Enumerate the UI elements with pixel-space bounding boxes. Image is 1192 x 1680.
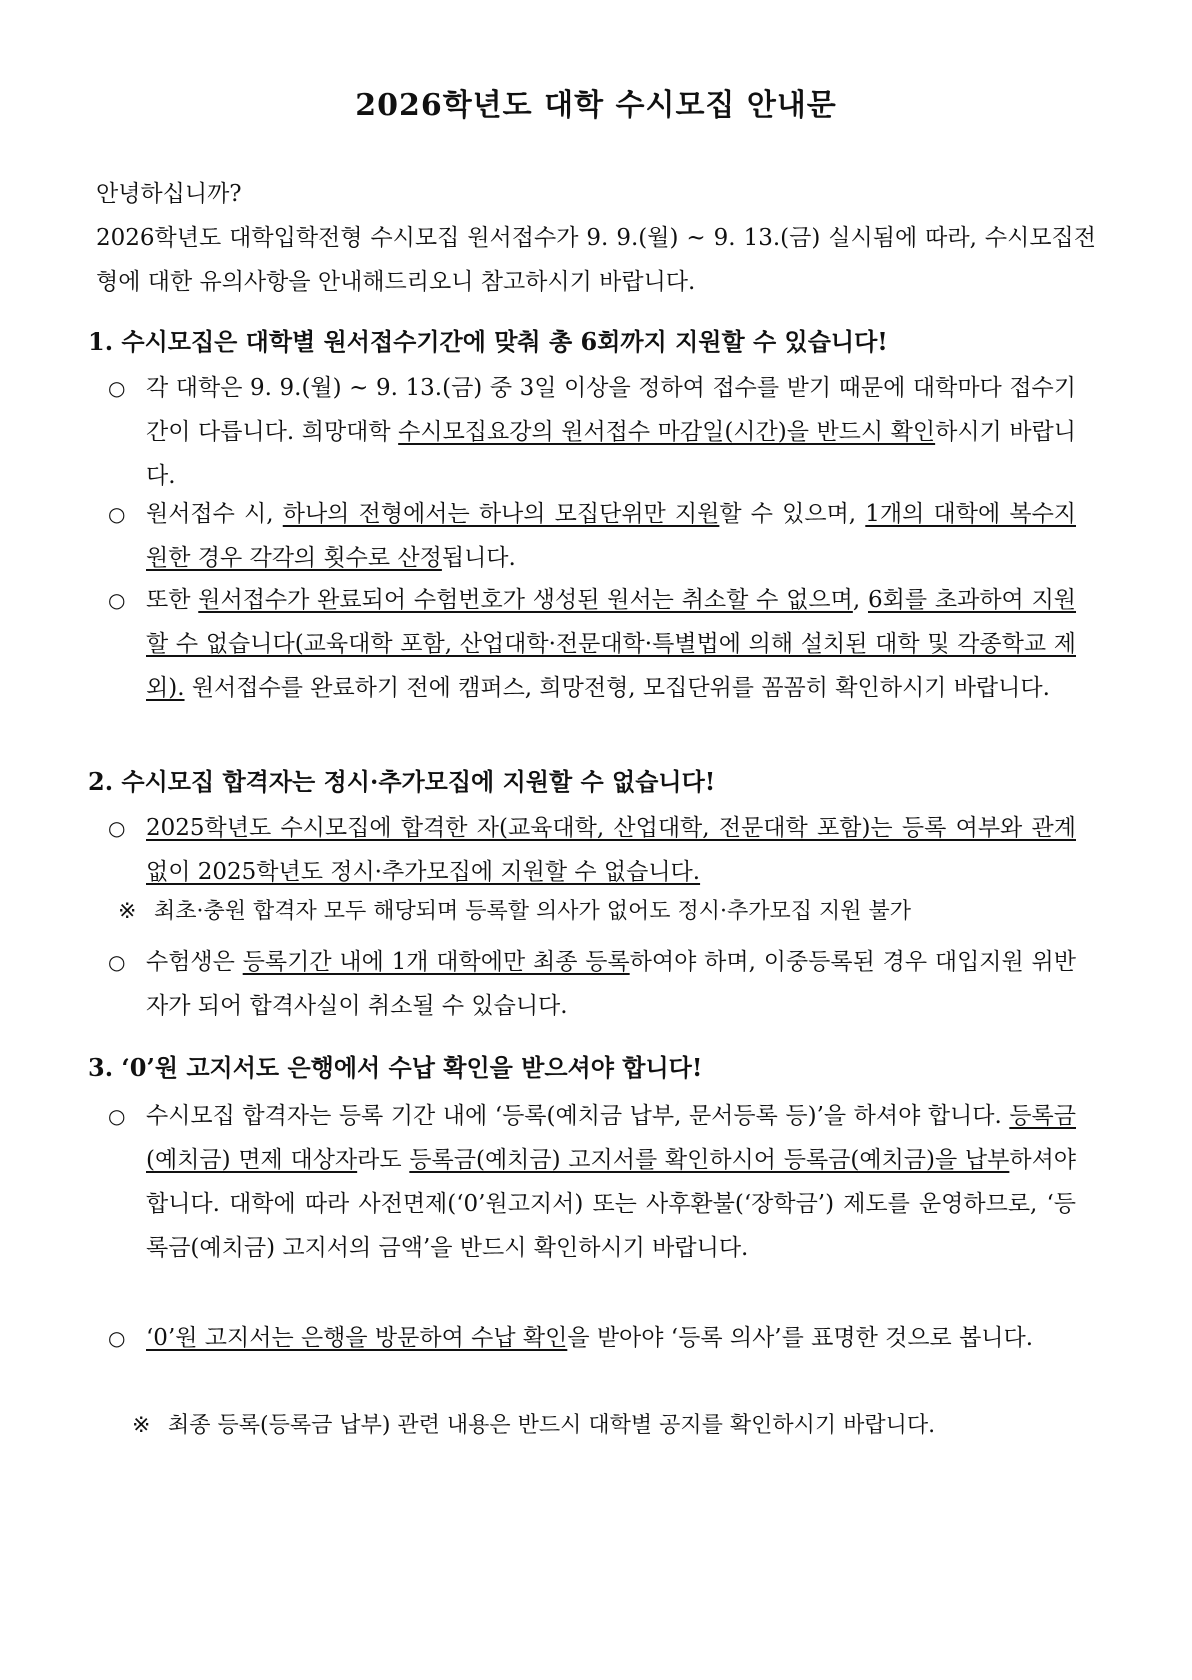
bullet-text: 수시모집 합격자는 등록 기간 내에 ‘등록(예치금 납부, 문서등록 등)’을 하셔야 합니다. 등록금(예치금) 면제 대상자라도 등록금(예치금) 고지서를 확인하시어 등록금(예치금)을 납부하셔야 합니다. 대학에 따라 사전면제(‘0’원고지서) 또는 사후환불(‘장학금’) 제도를 운영하므로, ‘등록금(예치금) 고지서의 금액’을 반드시 확인하시기 바랍니다. [146,1103,1077,1261]
underlined-emphasis: 1개의 대학에 복수지원한 경우 각각의 횟수로 산정 [146,501,1076,571]
bullet-marker: ○ [108,502,126,526]
section-1-heading: 1. 수시모집은 대학별 원서접수기간에 맞춰 총 6회까지 지원할 수 있습니다! [88,327,888,356]
underlined-emphasis: 6회를 초과하여 지원할 수 없습니다(교육대학 포함, 산업대학·전문대학·특별법에 의해 설치된 대학 및 각종학교 제외). [146,587,1077,701]
section-1-bullet-2 [108,492,1076,580]
bullet-marker: ○ [108,376,126,400]
note-marker: ※ [132,1413,151,1438]
bullet-marker: ○ [108,588,126,612]
underlined-emphasis: 수시모집요강의 원서접수 마감일(시간)을 반드시 확인 [398,419,936,445]
bullet-marker: ○ [108,1104,126,1128]
bullet-text: 수험생은 등록기간 내에 1개 대학에만 최종 등록하여야 하며, 이중등록된 경우 대입지원 위반자가 되어 합격사실이 취소될 수 있습니다. [146,949,1076,1019]
underlined-emphasis: 등록금(예치금) 면제 대상자 [146,1103,1076,1173]
section-3-heading: 3. ‘0’원 고지서도 은행에서 수납 확인을 받으셔야 합니다! [88,1053,703,1082]
section-2-note [118,890,1078,934]
section-3-bullet-2 [108,1316,1076,1360]
section-1-bullet-3 [108,578,1076,710]
note-text: 최종 등록(등록금 납부) 관련 내용은 반드시 대학별 공지를 확인하시기 바랍니다. [168,1413,936,1438]
bullet-text: ‘0’원 고지서는 은행을 방문하여 수납 확인을 받아야 ‘등록 의사’를 표명한 것으로 봅니다. [146,1325,1034,1351]
section-1-bullet-1 [108,366,1076,498]
underlined-emphasis: 등록기간 내에 1개 대학에만 최종 등록 [242,949,630,975]
section-2-bullet-2 [108,940,1076,1028]
intro-greeting: 안녕하십니까? [96,181,242,207]
intro-paragraph: 2026학년도 대학입학전형 수시모집 원서접수가 9. 9.(월) ~ 9. 13.(금) 실시됨에 따라, 수시모집전형에 대한 유의사항을 안내해드리오니 참고하시기 바랍니다. [96,225,1096,295]
bullet-marker: ○ [108,816,126,840]
section-3-bullet-1 [108,1094,1076,1270]
underlined-emphasis: 등록금(예치금) 고지서를 확인하시어 등록금(예치금)을 납부 [409,1147,1010,1173]
bullet-marker: ○ [108,950,126,974]
section-2-heading: 2. 수시모집 합격자는 정시·추가모집에 지원할 수 없습니다! [88,767,716,796]
note-marker: ※ [118,899,137,924]
underlined-emphasis: 2025학년도 수시모집에 합격한 자(교육대학, 산업대학, 전문대학 포함)는 등록 여부와 관계없이 2025학년도 정시·추가모집에 지원할 수 없습니다. [146,815,1076,885]
section-2-bullet-1 [108,806,1076,894]
document-title: 2026학년도 대학 수시모집 안내문 [355,88,837,123]
section-3-note [132,1404,1076,1448]
bullet-text [146,806,1076,894]
note-text: 최초·충원 합격자 모두 해당되며 등록할 의사가 없어도 정시·추가모집 지원 불가 [154,899,911,924]
bullet-text: 각 대학은 9. 9.(월) ~ 9. 13.(금) 중 3일 이상을 정하여 접수를 받기 때문에 대학마다 접수기간이 다릅니다. 희망대학 수시모집요강의 원서접수 마감일(시간)을 반드시 확인하시기 바랍니다. [146,375,1076,489]
underlined-emphasis: ‘0’원 고지서는 은행을 방문하여 수납 확인 [146,1325,568,1351]
bullet-text: 원서접수 시, 하나의 전형에서는 하나의 모집단위만 지원할 수 있으며, 1개의 대학에 복수지원한 경우 각각의 횟수로 산정됩니다. [146,501,1076,571]
underlined-emphasis: 하나의 전형에서는 하나의 모집단위만 지원 [282,501,720,527]
bullet-marker: ○ [108,1326,126,1350]
underlined-emphasis: 원서접수가 완료되어 수험번호가 생성된 원서는 취소할 수 없으며 [198,587,853,613]
bullet-text: 또한 원서접수가 완료되어 수험번호가 생성된 원서는 취소할 수 없으며, 6회를 초과하여 지원할 수 없습니다(교육대학 포함, 산업대학·전문대학·특별법에 의해 설치된 대학 및 각종학교 제외). 원서접수를 완료하기 전에 캠퍼스, 희망전형, 모집단위를 꼼꼼히 확인하시기 바랍니다. [146,587,1077,701]
